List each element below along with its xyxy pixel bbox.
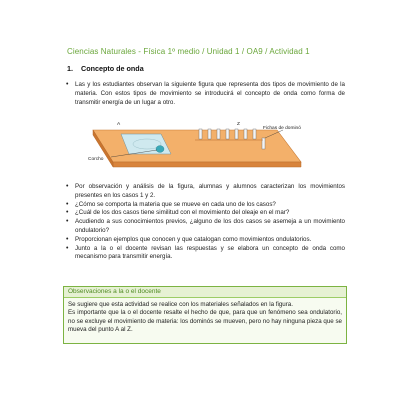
question-item: • Acudiendo a sus conocimientos previos, ¿alguno de los dos casos se asemeja a un movimiento ondulatorio? <box>65 218 345 236</box>
section-title <box>67 64 144 73</box>
intro-list <box>65 81 345 107</box>
label-dominoes: Fichas de dominó <box>263 126 301 131</box>
question-item: • Junto a la o el docente revisan las respuestas y se elabora un concepto de onda como mecanismo para transmitir energía. <box>65 245 345 263</box>
intro-item: • Las y los estudiantes observan la siguiente figura que representa dos tipos de movimiento de la materia. Con estos tipos de movimiento se introducirá el concepto de onda como forma de transmitir energía de un lugar a otro. <box>65 81 345 107</box>
board-side <box>113 162 301 167</box>
question-item: • Por observación y análisis de la figura, alumnas y alumnos caracterizan los movimientos presentes en los casos 1 y 2. <box>65 183 345 201</box>
teacher-note-paragraph: Es importante que la o el docente resalte el hecho de que, para que un fenómeno sea ondulatorio, no se excluye el movimiento de materia: los dominós se mueven, pero no hay ninguna pieza que se mueva del punto A al Z. <box>68 309 342 334</box>
question-item: • ¿Cuál de los dos casos tiene similitud con el movimiento del oleaje en el mar? <box>65 209 345 218</box>
domino <box>217 129 220 139</box>
domino <box>262 138 265 149</box>
label-a: A <box>117 122 121 127</box>
section-number: 1. <box>67 64 73 73</box>
domino <box>244 129 247 139</box>
teacher-notes-title: Observaciones a la o el docente <box>64 287 346 298</box>
domino <box>226 129 229 139</box>
question-item: • ¿Cómo se comporta la materia que se mueve en cada uno de los casos? <box>65 201 345 210</box>
teacher-notes-box <box>63 286 347 344</box>
waves-figure <box>87 116 307 178</box>
label-z: Z <box>237 122 240 127</box>
teacher-note-paragraph: Se sugiere que esta actividad se realice con los materiales señalados en la figura. <box>68 301 293 308</box>
domino <box>235 129 238 139</box>
section-title-text: Concepto de onda <box>81 64 144 73</box>
cork-drop <box>156 146 164 153</box>
domino <box>208 129 211 139</box>
breadcrumb: Ciencias Naturales - Física 1º medio / Unidad 1 / OA9 / Actividad 1 <box>67 47 310 56</box>
questions-list <box>65 183 345 262</box>
question-item: • Proporcionan ejemplos que conocen y que catalogan como movimientos ondulatorios. <box>65 236 345 245</box>
label-cork: Corcho <box>88 157 104 162</box>
domino <box>253 129 256 139</box>
teacher-notes-body <box>64 298 346 338</box>
domino <box>199 129 202 139</box>
